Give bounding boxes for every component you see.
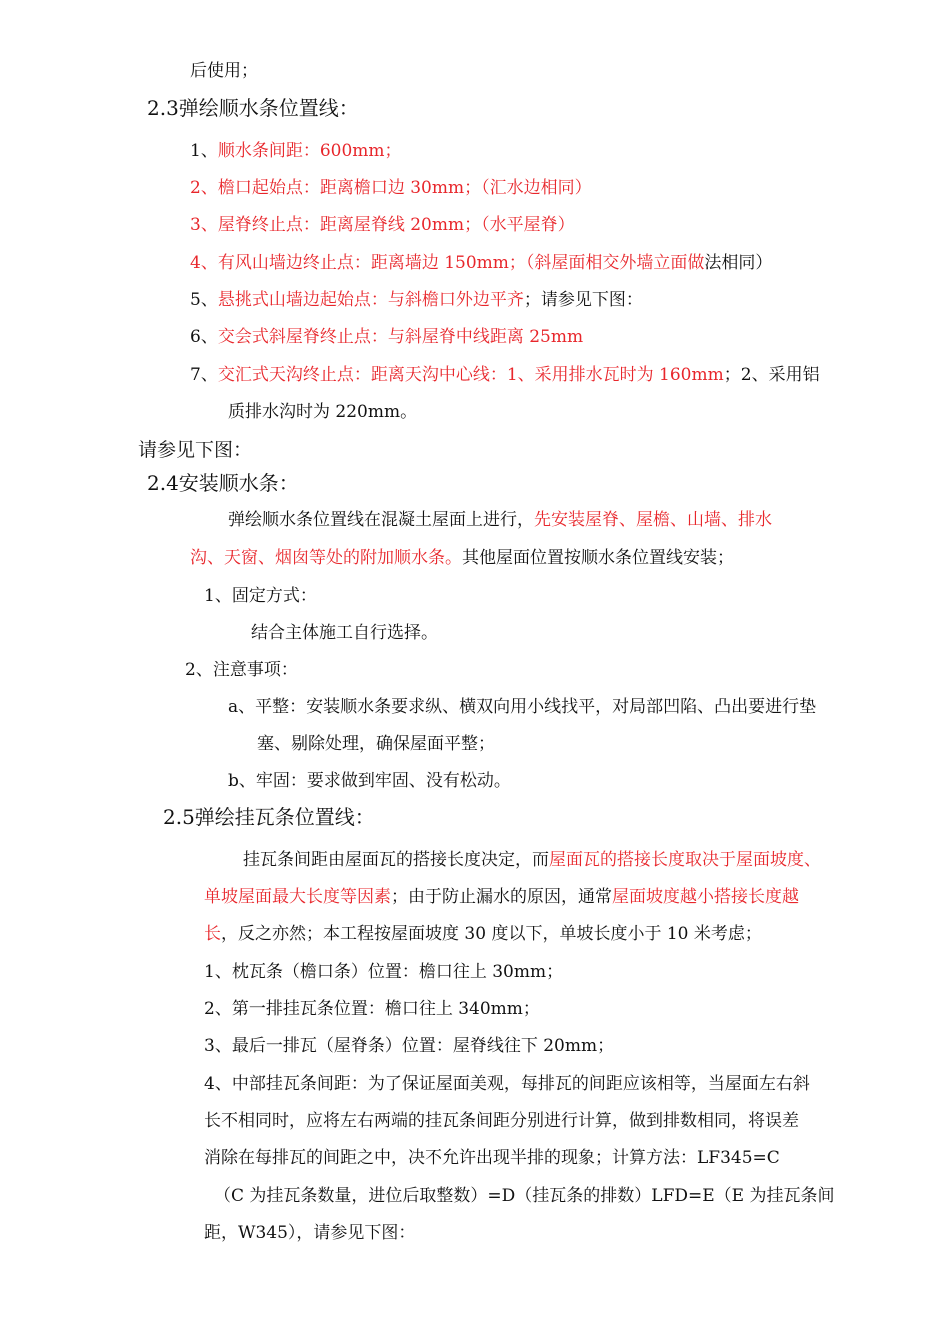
list-item: 2、第一排挂瓦条位置：檐口往上 340mm；: [204, 999, 540, 1019]
list-item: 6、交会式斜屋脊终止点：与斜屋脊中线距离 25mm: [190, 327, 584, 347]
paragraph-line: 长，反之亦然；本工程按屋面坡度 30 度以下，单坡长度小于 10 米考虑；: [204, 924, 762, 944]
list-item: 5、悬挑式山墙边起始点：与斜檐口外边平齐；请参见下图：: [190, 290, 643, 310]
list-item: 2、注意事项：: [185, 660, 298, 680]
list-item: b、牢固：要求做到牢固、没有松动。: [228, 771, 511, 791]
text-line: 后使用；: [190, 61, 258, 81]
paragraph-line: 挂瓦条间距由屋面瓦的搭接长度决定，而屋面瓦的搭接长度取决于屋面坡度、: [243, 850, 821, 870]
section-heading-2-4: 2.4安装顺水条：: [147, 471, 299, 495]
paragraph-line: 长不相同时，应将左右两端的挂瓦条间距分别进行计算，做到排数相同，将误差: [204, 1111, 799, 1131]
list-item: 7、交汇式天沟终止点：距离天沟中心线：1、采用排水瓦时为 160mm；2、采用铝: [190, 365, 820, 385]
text-line: 质排水沟时为 220mm。: [228, 402, 418, 422]
list-item: 1、枕瓦条（檐口条）位置：檐口往上 30mm；: [204, 962, 564, 982]
text-line: 塞、剔除处理，确保屋面平整；: [257, 734, 495, 754]
section-heading-2-3: 2.3弹绘顺水条位置线：: [147, 96, 359, 120]
paragraph-line: 弹绘顺水条位置线在混凝土屋面上进行，先安装屋脊、屋檐、山墙、排水: [228, 510, 772, 530]
list-item: 2、檐口起始点：距离檐口边 30mm；（汇水边相同）: [190, 178, 592, 198]
paragraph-line: 沟、天窗、烟囱等处的附加顺水条。其他屋面位置按顺水条位置线安装；: [190, 548, 734, 568]
text-line: 结合主体施工自行选择。: [251, 623, 438, 643]
paragraph-line: 单坡屋面最大长度等因素；由于防止漏水的原因，通常屋面坡度越小搭接长度越: [204, 887, 799, 907]
paragraph-line: 消除在每排瓦的间距之中，决不允许出现半排的现象；计算方法：LF345=C: [204, 1148, 780, 1168]
list-item: 3、最后一排瓦（屋脊条）位置：屋脊线往下 20mm；: [204, 1036, 615, 1056]
list-item: 3、屋脊终止点：距离屋脊线 20mm；（水平屋脊）: [190, 215, 575, 235]
list-item: 4、有风山墙边终止点：距离墙边 150mm；（斜屋面相交外墙立面做法相同）: [190, 253, 773, 273]
list-item: 1、固定方式：: [204, 586, 317, 606]
section-heading-2-5: 2.5弹绘挂瓦条位置线：: [163, 805, 375, 829]
paragraph-line: 距，W345），请参见下图：: [204, 1223, 416, 1243]
text-line: 请参见下图：: [138, 439, 253, 461]
list-item: 4、中部挂瓦条间距：为了保证屋面美观，每排瓦的间距应该相等，当屋面左右斜: [204, 1074, 810, 1094]
list-item: 1、顺水条间距：600mm；: [190, 141, 402, 161]
list-item: a、平整：安装顺水条要求纵、横双向用小线找平，对局部凹陷、凸出要进行垫: [228, 697, 817, 717]
paragraph-line: （C 为挂瓦条数量，进位后取整数）=D（挂瓦条的排数）LFD=E（E 为挂瓦条间: [214, 1186, 835, 1206]
